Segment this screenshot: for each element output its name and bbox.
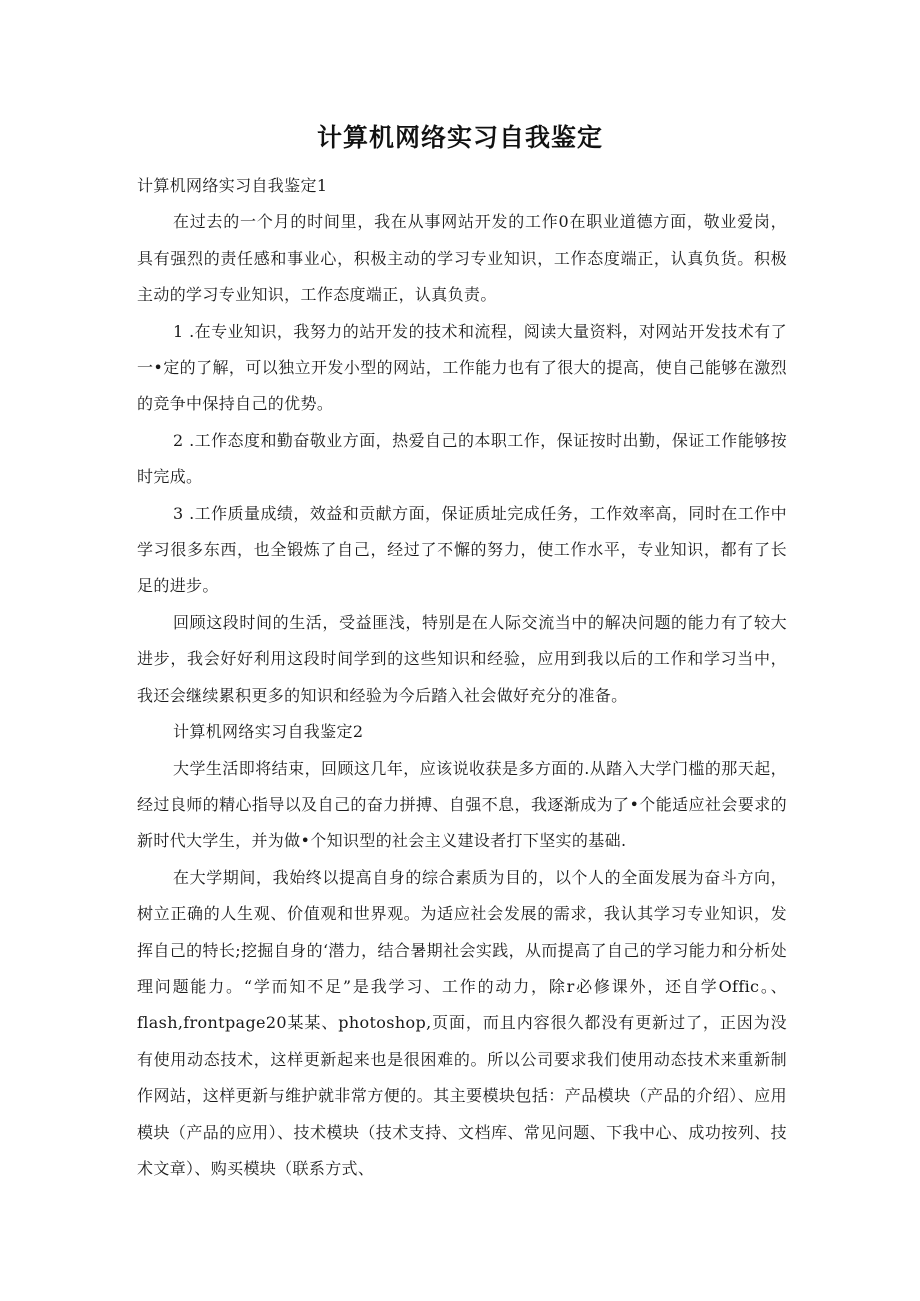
body-paragraph: 回顾这段时间的生活，受益匪浅，特别是在人际交流当中的解决问题的能力有了较大进步，我会好好利用这段时间学到的这些知识和经验，应用到我以后的工作和学习当中，我还会继续累积更多的知识和经验为今后踏入社会做好充分的准备。 [137, 612, 787, 705]
body-paragraph: 大学生活即将结束，回顾这几年，应该说收获是多方面的.从踏入大学门槛的那天起，经过良师的精心指导以及自己的奋力拼搏、自强不息，我逐渐成为了•个能适应社会要求的新时代大学生，并为做•个知识型的社会主义建设者打下坚实的基础. [137, 758, 787, 851]
numbered-paragraph-2: 2 .工作态度和勤奋敬业方面，热爱自己的本职工作，保证按时出勤，保证工作能够按时完成。 [137, 430, 787, 487]
document-title: 计算机网络实习自我鉴定 [316, 123, 603, 152]
section-heading-1: 计算机网络实习自我鉴定1 [137, 176, 328, 195]
numbered-paragraph-1: 1 .在专业知识，我努力的站开发的技术和流程，阅读大量资料，对网站开发技术有了一•定的了解，可以独立开发小型的网站，工作能力也有了很大的提高，使自己能够在激烈的竞争中保持自己的优势。 [137, 321, 787, 414]
document-body [137, 168, 787, 1187]
body-paragraph: 在大学期间，我始终以提高自身的综合素质为目的，以个人的全面发展为奋斗方向，树立正确的人生观、价值观和世界观。为适应社会发展的需求，我认其学习专业知识，发挥自己的特长;挖掘自身的‘潜力，结合暑期社会实践，从而提高了自己的学习能力和分析处理问题能力。“学而知不足”是我学习、工作的动力，除r必修课外，还自学Offic。、flash,frontpage20某某、photoshop,页面，而且内容很久都没有更新过了，正因为没有使用动态技术，这样更新起来也是很困难的。所以公司要求我们使用动态技术来重新制作网站，这样更新与维护就非常方便的。其主要模块包括：产品模块（产品的介绍）、应用模块（产品的应用）、技术模块（技术支持、文档库、常见问题、下我中心、成功按列、技术文章）、购买模块（联系方式、 [137, 867, 787, 1178]
numbered-paragraph-3: 3 .工作质量成绩，效益和贡献方面，保证质址完成任务，工作效率高，同时在工作中学习很多东西，也全锻炼了自己，经过了不懈的努力，使工作水平，专业知识，都有了长足的进步。 [137, 503, 787, 596]
section-heading-2: 计算机网络实习自我鉴定2 [173, 722, 364, 742]
body-paragraph: 在过去的一个月的时间里，我在从事网站开发的工作0在职业道德方面，敬业爱岗，具有强烈的责任感和事业心，积极主动的学习专业知识，工作态度端正，认真负货。积极主动的学习专业知识，工作态度端正，认真负责。 [137, 212, 787, 305]
